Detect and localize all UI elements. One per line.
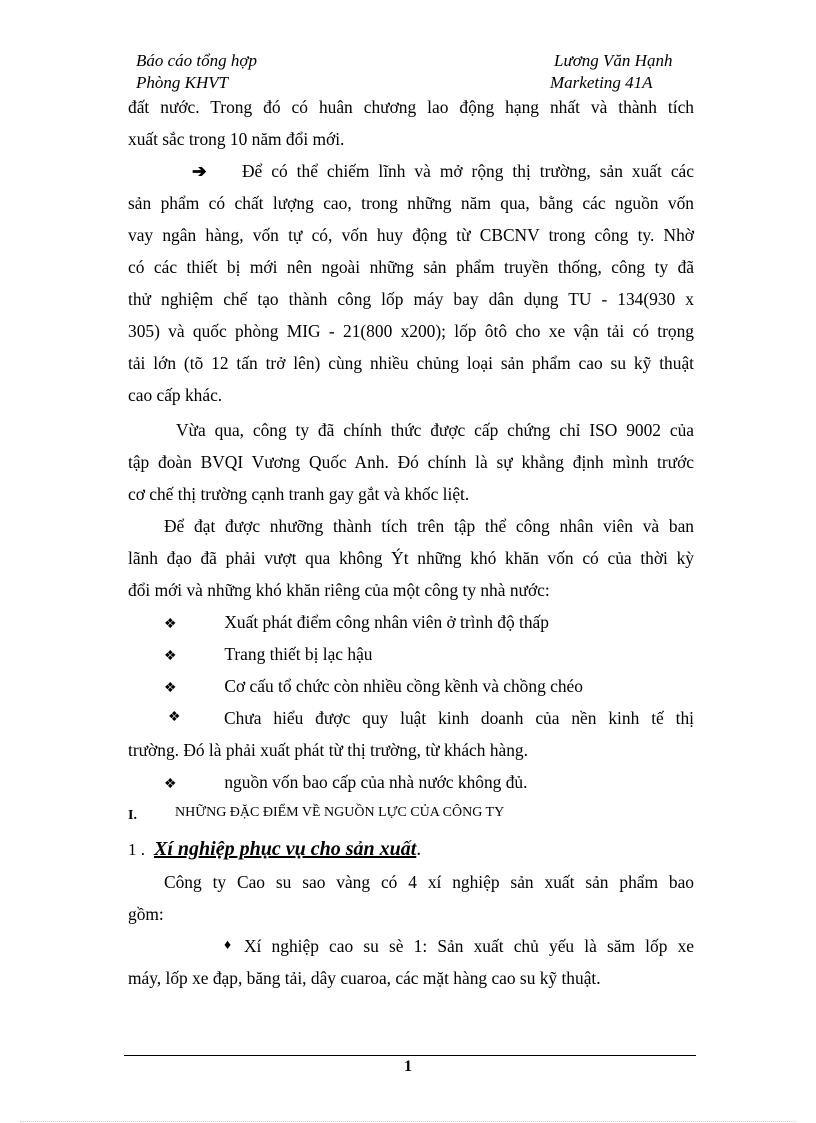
diamond-bullet-icon: ❖ — [164, 617, 177, 632]
paragraph-challenges — [128, 510, 694, 606]
footer-rule — [124, 1055, 696, 1056]
text-line: Xí nghiệp cao su sè 1: Sản xuất chủ yếu là săm lốp xe — [244, 936, 694, 956]
text-line: tập đoàn BVQI Vương Quốc Anh. Đó chính là sự khẳng định mình trước — [128, 452, 694, 472]
text-line: xuất sắc trong 10 năm đổi mới. — [128, 129, 345, 149]
text-line: Để đạt được nhưỡng thành tích trên tập thể công nhân viên và ban — [164, 516, 694, 536]
text-line: Công ty Cao su sao vàng có 4 xí nghiệp sản xuất sản phẩm bao — [164, 872, 694, 892]
diamond-bullet-icon: ❖ — [164, 777, 177, 792]
page-edge-divider — [20, 1121, 796, 1122]
text-line: lãnh đạo đã phải vượt qua không Ýt những khó khăn vốn có của thời kỳ — [128, 548, 694, 568]
page-number: 1 — [404, 1058, 412, 1075]
text-line: 305) và quốc phòng MIG - 21(800 x200); lốp ôtô cho xe vận tải có trọng — [128, 321, 694, 341]
section-title: NHỮNG ĐẶC ĐIỂM VỀ NGUỒN LỰC CỦA CÔNG TY — [175, 805, 505, 820]
header-report-title: Báo cáo tổng hợp — [136, 51, 257, 70]
list-item — [164, 606, 549, 641]
list-item — [164, 638, 372, 673]
paragraph-awards — [128, 91, 694, 155]
text-line: máy, lốp xe đạp, băng tải, dây cuaroa, các mặt hàng cao su kỹ thuật. — [128, 968, 601, 988]
text-line: cơ chế thị trường cạnh tranh gay gắt và khốc liệt. — [128, 484, 470, 504]
diamond-marker-icon: ♦ — [224, 938, 232, 953]
header-class: Marketing 41A — [550, 73, 653, 92]
text-line: vay ngân hàng, vốn tự có, vốn huy động từ CBCNV trong công ty. Nhờ — [128, 225, 694, 245]
text-line: thử nghiệm chế tạo thành công lốp máy bay dân dụng TU - 134(930 x — [128, 289, 694, 309]
text-line: đổi mới và những khó khăn riêng của một công ty nhà nước: — [128, 580, 550, 600]
list-item-text: Xuất phát điểm công nhân viên ở trình độ thấp — [224, 612, 549, 632]
subsection-heading — [128, 836, 421, 863]
header-author: Lương Văn Hạnh — [554, 51, 673, 70]
diamond-bullet-icon: ❖ — [164, 649, 177, 664]
paragraph-enterprise-1 — [128, 930, 694, 994]
text-line: có các thiết bị mới nên ngoài những sản phẩm truyền thống, công ty đã — [128, 257, 694, 277]
text-line: đất nước. Trong đó có huân chương lao động hạng nhất và thành tích — [128, 97, 694, 117]
section-number: I. — [128, 808, 137, 823]
arrow-right-icon: ➔ — [192, 161, 207, 181]
text-line: tải lớn (tõ 12 tấn trở lên) cùng nhiều chủng loại sản phẩm cao su kỹ thuật — [128, 353, 694, 373]
subsection-trailing: . — [416, 838, 422, 860]
list-item-text: Trang thiết bị lạc hậu — [224, 644, 373, 664]
text-line: Vừa qua, công ty đã chính thức được cấp chứng chỉ ISO 9002 của — [176, 420, 694, 440]
list-item — [164, 670, 583, 705]
subsection-number: 1 . — [128, 840, 145, 859]
paragraph-iso — [128, 414, 694, 510]
text-line: sản phẩm có chất lượng cao, trong những năm qua, bằng các nguồn vốn — [128, 193, 694, 213]
diamond-bullet-icon: ❖ — [164, 681, 177, 696]
text-line — [128, 930, 694, 962]
text-line: cao cấp khác. — [128, 385, 223, 405]
list-item-text: Chưa hiểu được quy luật kinh doanh của nền kinh tế thị — [224, 708, 694, 728]
list-item — [164, 766, 527, 801]
list-item — [128, 702, 694, 766]
text-line: Để có thể chiếm lĩnh và mở rộng thị trường, sản xuất các — [242, 161, 694, 181]
subsection-title: Xí nghiệp phục vụ cho sản xuất — [154, 838, 417, 860]
header-department: Phòng KHVT — [136, 73, 229, 92]
list-item-text: Cơ cấu tổ chức còn nhiều cồng kềnh và chồng chéo — [224, 676, 583, 696]
paragraph-market-expansion — [128, 155, 694, 411]
diamond-bullet-icon: ❖ — [168, 710, 181, 725]
list-item-text: nguồn vốn bao cấp của nhà nước không đủ. — [224, 772, 528, 792]
list-item-text: trường. Đó là phải xuất phát từ thị trường, từ khách hàng. — [128, 740, 528, 760]
paragraph-enterprises — [128, 866, 694, 930]
text-line — [128, 155, 694, 187]
text-line: gồm: — [128, 904, 164, 924]
